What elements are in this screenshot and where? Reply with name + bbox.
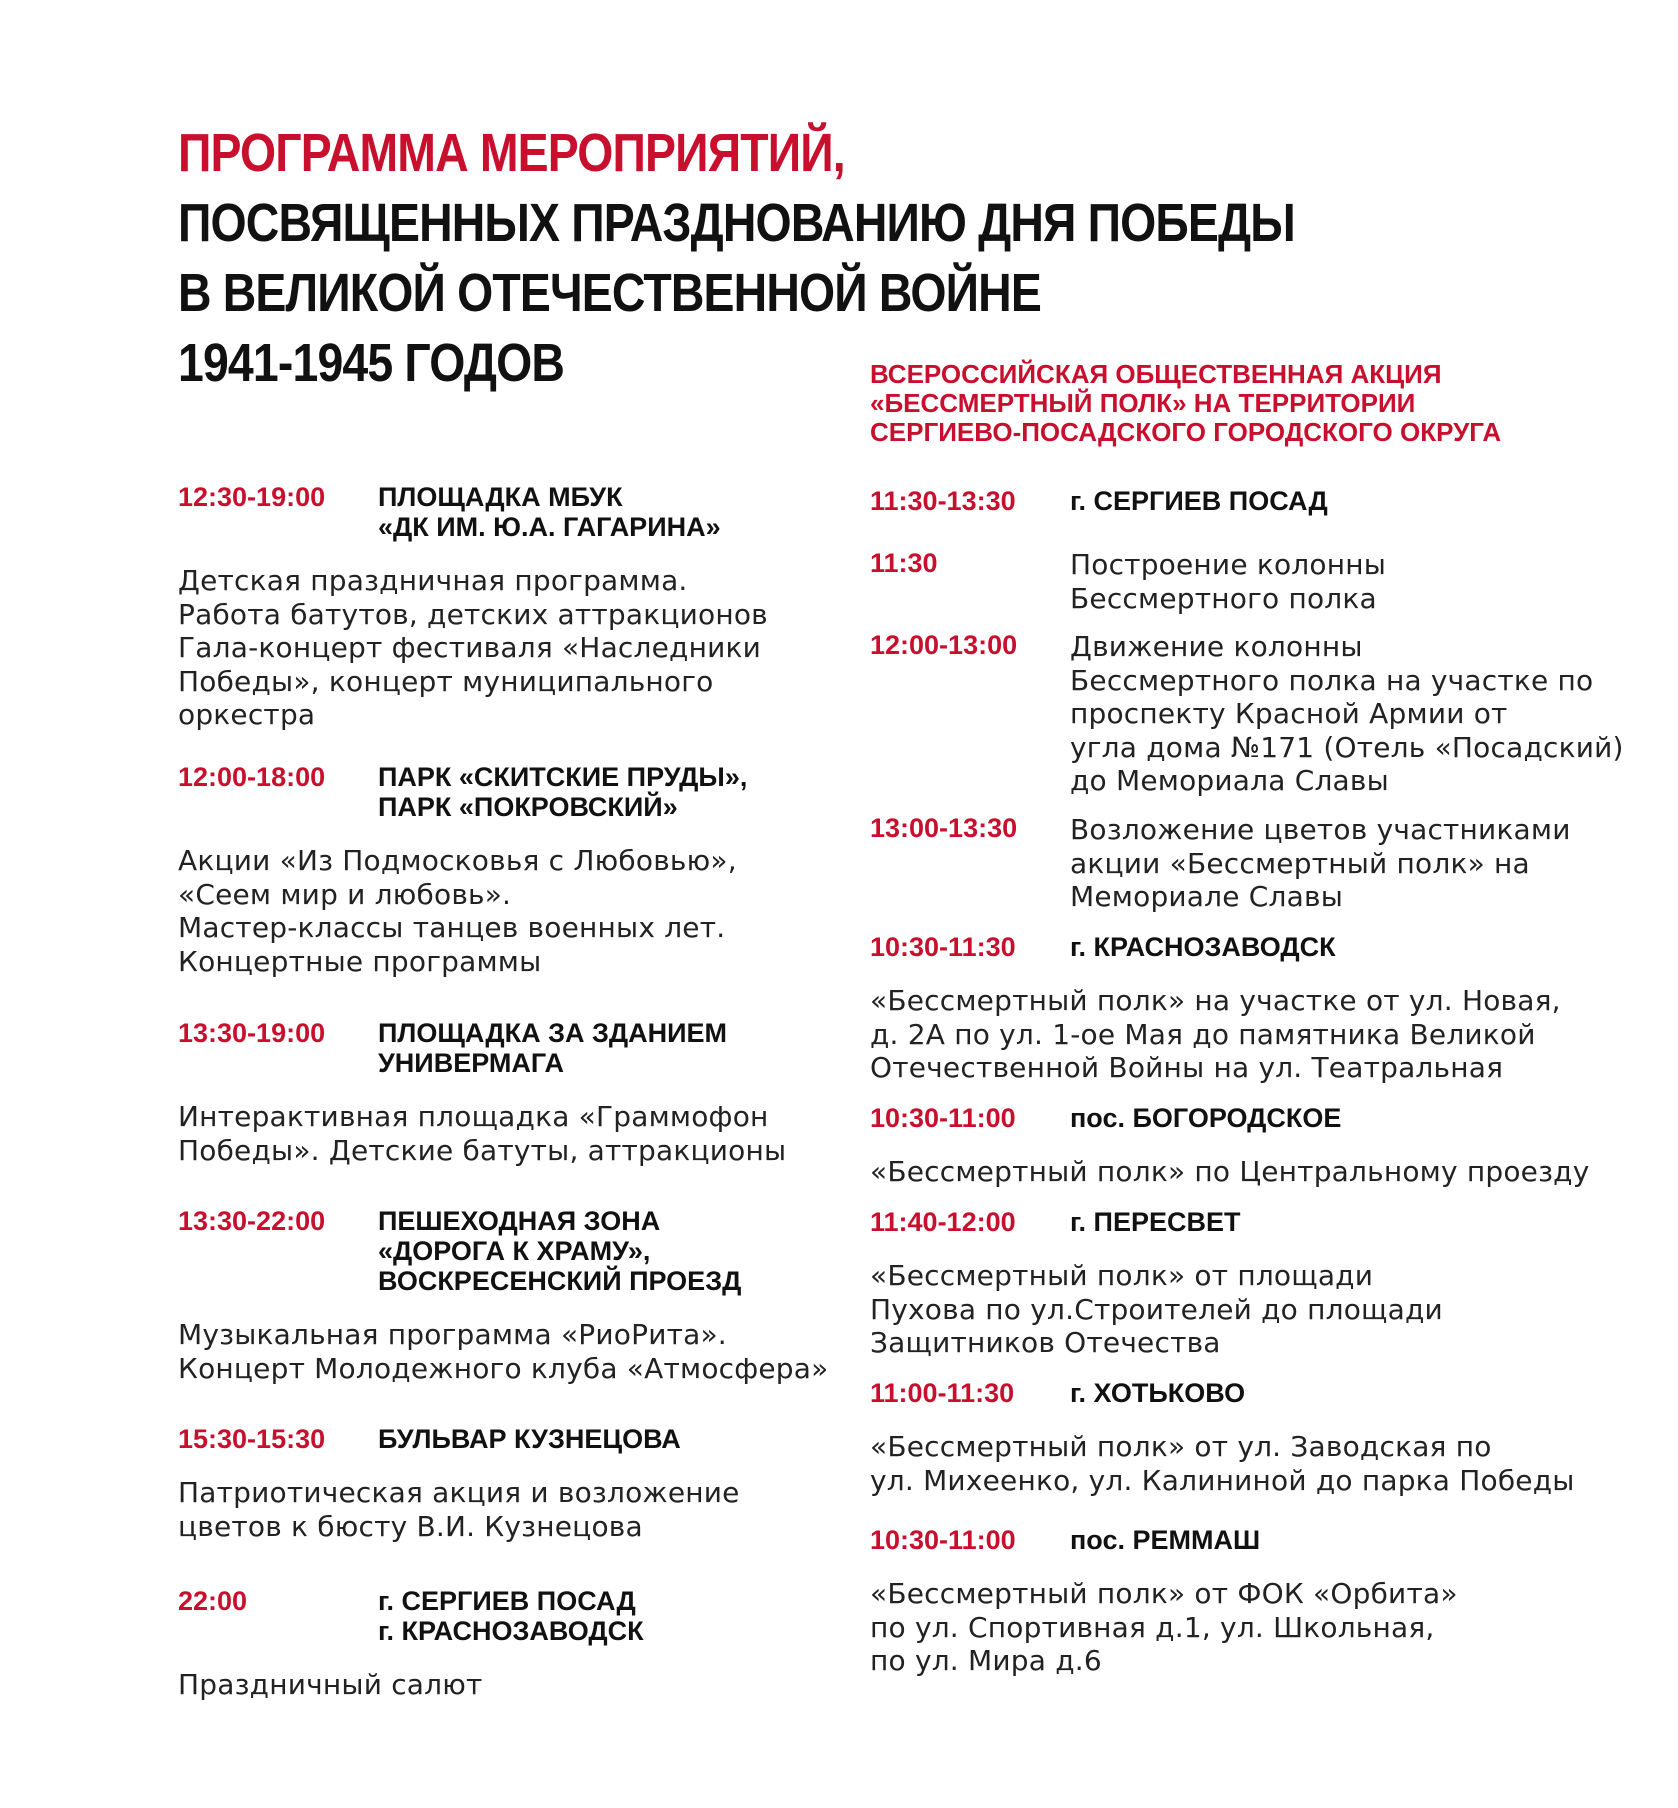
event-block [178,1424,740,1543]
event-block [870,1207,1443,1360]
event-block [870,1378,1575,1497]
event-block [870,1525,1458,1678]
event-block [870,932,1561,1085]
event-description: «Бессмертный полк» от ФОК «Орбита» по ул. Спортивная д.1, ул. Школьная, по ул. Мира д.6 [870,1577,1458,1677]
event-place: ПАРК «СКИТСКИЕ ПРУДЫ», ПАРК «ПОКРОВСКИЙ» [378,762,748,822]
event-description: Праздничный салют [178,1668,483,1701]
event-description: Возложение цветов участниками акции «Бессмертный полк» на Мемориале Славы [1070,813,1571,913]
event-description: «Бессмертный полк» по Центральному проезду [870,1155,1590,1188]
event-description: «Бессмертный полк» от ул. Заводская по ул. Михеенко, ул. Калининой до парка Победы [870,1430,1575,1497]
title-line-3: В ВЕЛИКОЙ ОТЕЧЕСТВЕННОЙ ВОЙНЕ [178,263,1041,323]
event-place: ПЛОЩАДКА МБУК «ДК ИМ. Ю.А. ГАГАРИНА» [378,482,721,542]
event-time: 11:40-12:00 [870,1207,1016,1237]
event-time: 10:30-11:00 [870,1525,1016,1555]
event-place: г. СЕРГИЕВ ПОСАД [1070,486,1328,516]
event-description: Интерактивная площадка «Граммофон Победы». Детские батуты, аттракционы [178,1100,787,1167]
schedule-item [870,548,1386,615]
event-description: Построение колонны Бессмертного полка [1070,548,1387,615]
event-time: 22:00 [178,1586,248,1616]
event-block [870,486,1328,516]
event-place: г. ХОТЬКОВО [1070,1378,1246,1408]
schedule-item [870,630,1624,798]
schedule-item [870,813,1571,914]
event-description: «Бессмертный полк» от площади Пухова по ул.Строителей до площади Защитников Отечества [870,1259,1443,1359]
event-description: Движение колонны Бессмертного полка на участке по проспекту Красной Армии от угла дома №171 (Отель «Посадский) до Мемориала Славы [1070,630,1624,797]
event-block [178,1206,828,1385]
title-line-4: 1941-1945 ГОДОВ [178,333,565,393]
event-place: г. СЕРГИЕВ ПОСАД г. КРАСНОЗАВОДСК [378,1586,644,1646]
immortal-regiment-header: ВСЕРОССИЙСКАЯ ОБЩЕСТВЕННАЯ АКЦИЯ «БЕССМЕРТНЫЙ ПОЛК» НА ТЕРРИТОРИИ СЕРГИЕВО-ПОСАДСКОГО ГОРОДСКОГО ОКРУГА [870,359,1502,447]
event-time: 13:30-22:00 [178,1206,326,1236]
event-description: Детская праздничная программа. Работа батутов, детских аттракционов Гала-концерт фестиваля «Наследники Победы», концерт муниципального оркестра [178,564,768,731]
event-place: пос. РЕММАШ [1070,1525,1261,1555]
event-description: Музыкальная программа «РиоРита». Концерт Молодежного клуба «Атмосфера» [178,1318,829,1385]
event-time: 13:00-13:30 [870,813,1018,843]
event-place: ПЛОЩАДКА ЗА ЗДАНИЕМ УНИВЕРМАГА [378,1018,728,1078]
title-line-2: ПОСВЯЩЕННЫХ ПРАЗДНОВАНИЮ ДНЯ ПОБЕДЫ [178,193,1295,253]
event-time: 15:30-15:30 [178,1424,326,1454]
event-time: 11:00-11:30 [870,1378,1015,1408]
event-description: «Бессмертный полк» на участке от ул. Новая, д. 2А по ул. 1-ое Мая до памятника Великой Отечественной Войны на ул. Театральная [870,984,1561,1084]
event-time: 13:30-19:00 [178,1018,326,1048]
event-description: Акции «Из Подмосковья с Любовью», «Сеем мир и любовь». Мастер-классы танцев военных лет. Концертные программы [178,844,737,978]
event-time: 10:30-11:30 [870,932,1016,962]
event-block [178,482,768,732]
event-block [178,1586,644,1702]
event-place: ПЕШЕХОДНАЯ ЗОНА «ДОРОГА К ХРАМУ», ВОСКРЕСЕНСКИЙ ПРОЕЗД [378,1206,742,1296]
event-place: БУЛЬВАР КУЗНЕЦОВА [378,1424,681,1454]
event-time: 12:00-13:00 [870,630,1018,660]
event-time: 12:00-18:00 [178,762,326,792]
event-block [870,1103,1590,1189]
event-block [178,762,747,978]
event-place: пос. БОГОРОДСКОЕ [1070,1103,1342,1133]
event-time: 11:30 [870,548,938,578]
event-time: 10:30-11:00 [870,1103,1016,1133]
title-line-1: ПРОГРАММА МЕРОПРИЯТИЙ, [178,123,845,183]
event-time: 11:30-13:30 [870,486,1016,516]
event-place: г. ПЕРЕСВЕТ [1070,1207,1241,1237]
event-place: г. КРАСНОЗАВОДСК [1070,932,1336,962]
event-time: 12:30-19:00 [178,482,326,512]
event-description: Патриотическая акция и возложение цветов к бюсту В.И. Кузнецова [178,1476,740,1543]
event-block [178,1018,786,1167]
page-title [178,118,1295,398]
